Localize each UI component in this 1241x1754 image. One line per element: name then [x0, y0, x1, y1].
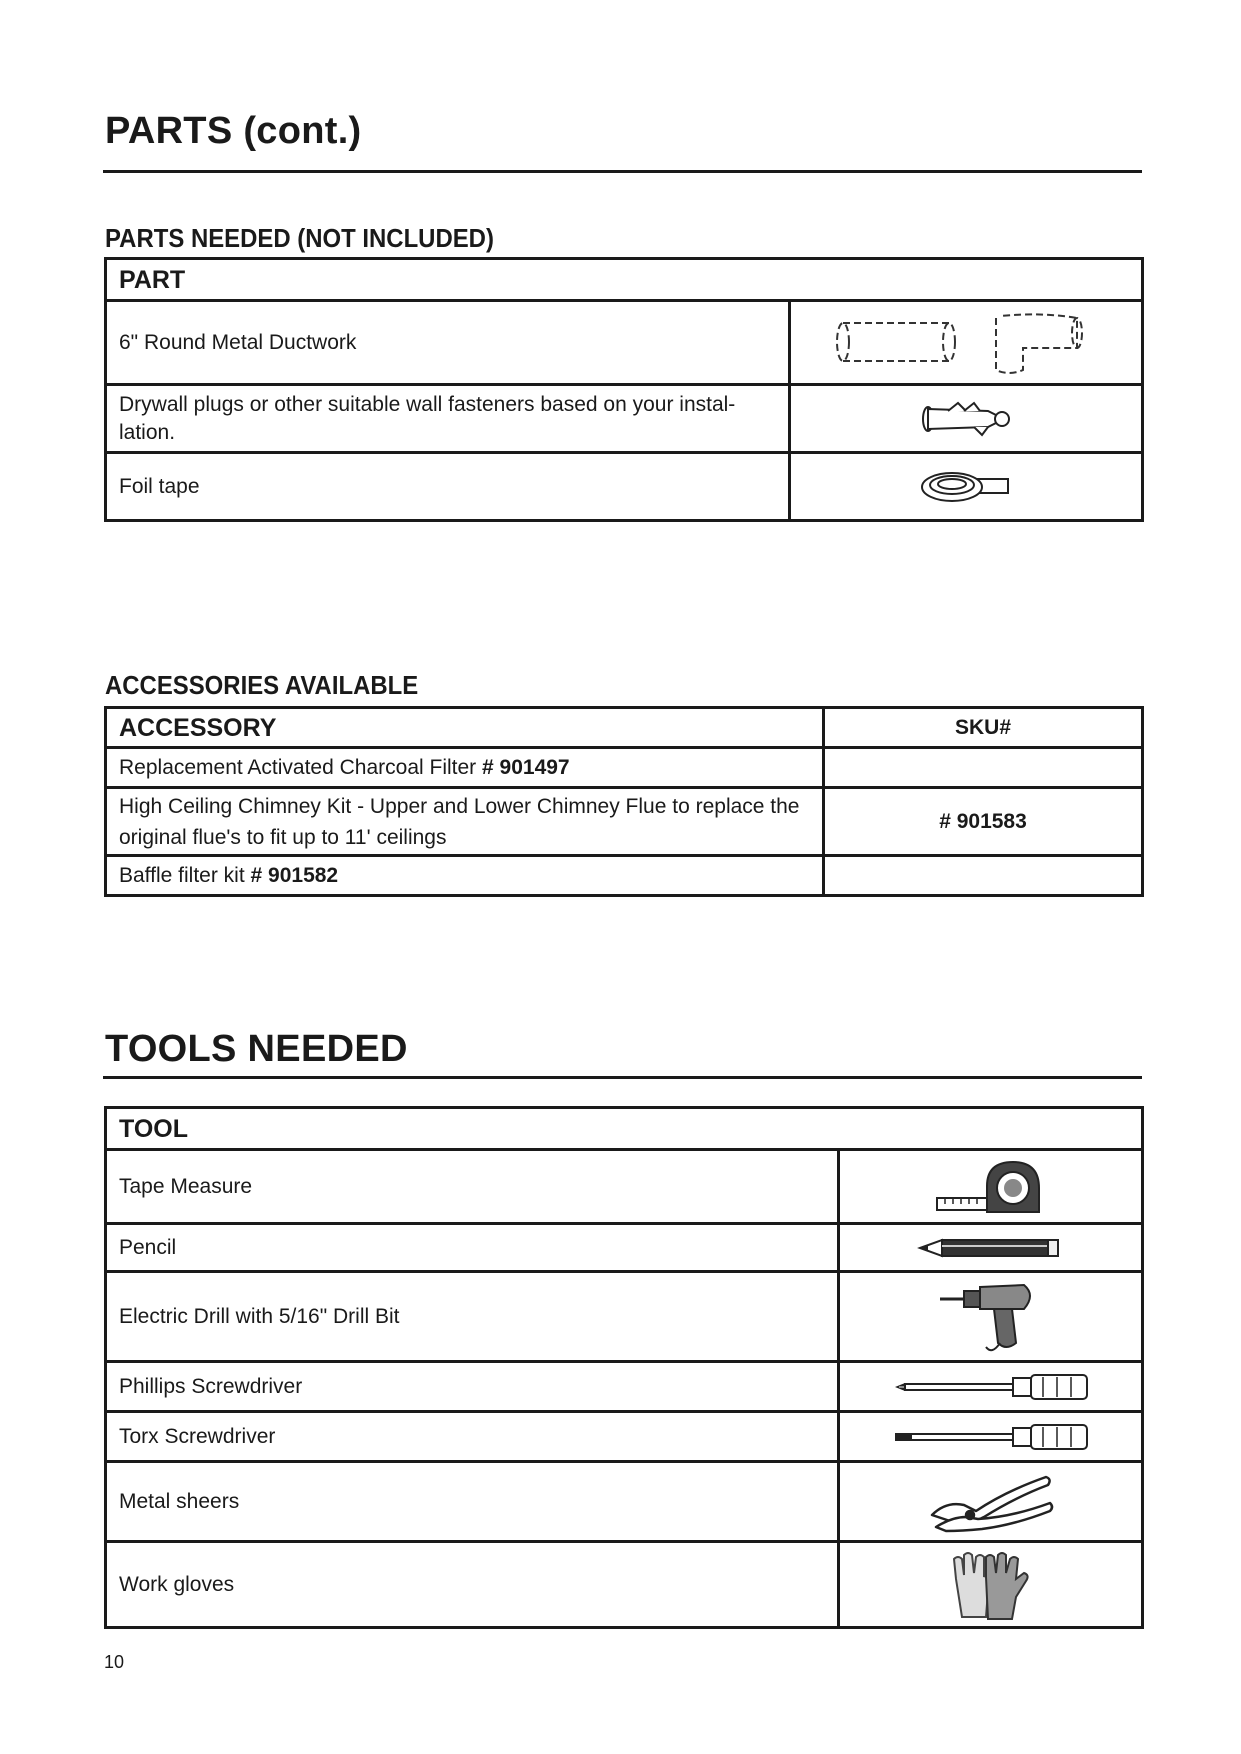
tools-rule [103, 1076, 1142, 1079]
table-row [106, 301, 1143, 385]
table-row [106, 1412, 1143, 1462]
work-gloves-icon [946, 1549, 1036, 1621]
page-number: 10 [104, 1652, 125, 1672]
part-name: Foil tape [106, 453, 790, 521]
torx-screwdriver-icon [891, 1422, 1091, 1452]
table-row [106, 1224, 1143, 1272]
metal-shears-icon [926, 1467, 1056, 1537]
accessory-sku [824, 748, 1143, 788]
accessory-name: High Ceiling Chimney Kit - Upper and Lower Chimney Flue to replace the original flue's to fit up to 11' ceilings [106, 788, 824, 856]
table-row [106, 1150, 1143, 1224]
accessories-table [104, 706, 1144, 897]
electric-drill-icon [936, 1277, 1046, 1357]
tool-name: Torx Screwdriver [106, 1412, 839, 1462]
table-row [106, 748, 1143, 788]
accessory-sku: # 901583 [824, 788, 1143, 856]
drywall-plug-icon [918, 399, 1014, 439]
tool-name: Metal sheers [106, 1462, 839, 1542]
table-row [106, 1462, 1143, 1542]
accessory-sku-inline: # 901582 [250, 863, 339, 887]
part-column-header: PART [106, 259, 1143, 301]
tool-name: Pencil [106, 1224, 839, 1272]
table-row [106, 1272, 1143, 1362]
foil-tape-icon [918, 467, 1014, 507]
phillips-screwdriver-icon [891, 1372, 1091, 1402]
parts-cont-title: PARTS (cont.) [105, 110, 362, 152]
tool-name: Tape Measure [106, 1150, 839, 1224]
parts-needed-table [104, 257, 1144, 522]
ductwork-icon [831, 306, 1101, 380]
tool-column-header: TOOL [106, 1108, 1143, 1150]
accessory-name: Baffle filter kit # 901582 [106, 856, 824, 896]
sku-column-header: SKU# [824, 708, 1143, 748]
tool-name: Electric Drill with 5/16" Drill Bit [106, 1272, 839, 1362]
part-name: 6" Round Metal Ductwork [106, 301, 790, 385]
table-header-row [106, 708, 1143, 748]
tools-needed-title: TOOLS NEEDED [105, 1028, 408, 1070]
parts-needed-heading: PARTS NEEDED (NOT INCLUDED) [105, 223, 494, 253]
tool-name: Work gloves [106, 1542, 839, 1628]
title-rule [103, 170, 1142, 173]
tape-measure-icon [931, 1156, 1051, 1218]
accessory-sku-inline: # 901497 [482, 755, 570, 779]
table-header-row [106, 1108, 1143, 1150]
table-row [106, 1362, 1143, 1412]
pencil-icon [916, 1235, 1066, 1261]
table-row [106, 788, 1143, 856]
table-row [106, 453, 1143, 521]
tools-table [104, 1106, 1144, 1629]
table-row [106, 1542, 1143, 1628]
accessories-heading: ACCESSORIES AVAILABLE [105, 670, 419, 700]
table-row [106, 856, 1143, 896]
tool-name: Phillips Screwdriver [106, 1362, 839, 1412]
table-header-row [106, 259, 1143, 301]
accessory-name: Replacement Activated Charcoal Filter # 901497 [106, 748, 824, 788]
accessory-sku [824, 856, 1143, 896]
part-name: Drywall plugs or other suitable wall fasteners based on your instal- lation. [106, 385, 790, 453]
table-row [106, 385, 1143, 453]
accessory-column-header: ACCESSORY [106, 708, 824, 748]
